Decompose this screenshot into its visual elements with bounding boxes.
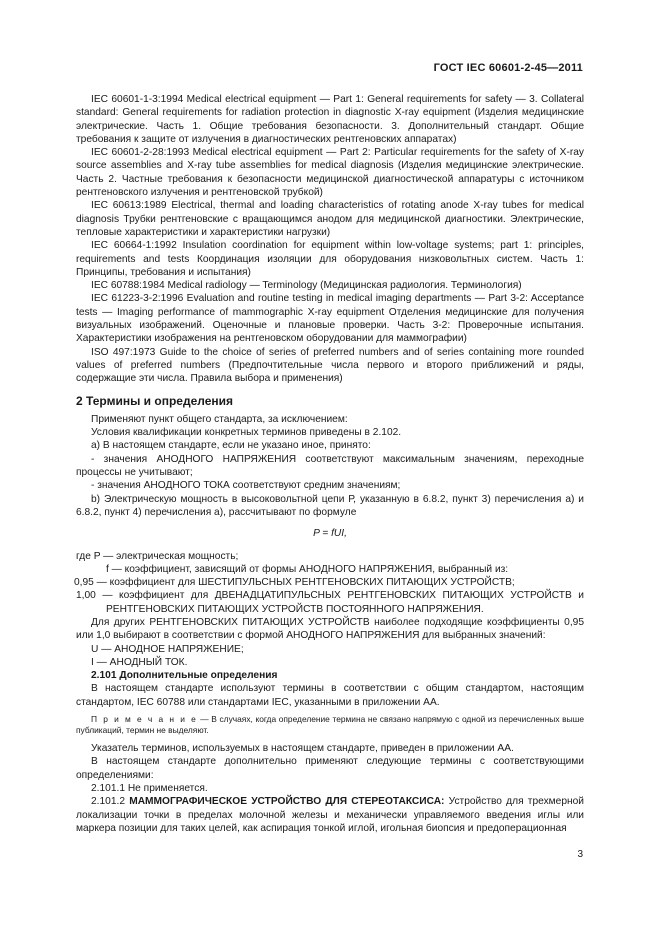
paragraph: 2.101.1 Не применяется. xyxy=(91,782,208,794)
paragraph: Указатель терминов, используемых в настоящем стандарте, приведен в приложении АА. xyxy=(91,743,514,755)
definition-number: 2.101.2 xyxy=(91,796,130,808)
paragraph: В настоящем стандарте дополнительно применяют следующие термины с соответствующими определениями: xyxy=(76,756,584,781)
page-body xyxy=(76,93,584,835)
paragraph: В настоящем стандарте используют термины в соответствии с общим стандартом, настоящим стандартом, IEC 60788 или стандартами IEC, указанными в приложении АА. xyxy=(76,683,584,708)
definition-term: МАММОГРАФИЧЕСКОЕ УСТРОЙСТВО ДЛЯ СТЕРЕОТАКСИСА: xyxy=(129,796,445,808)
reference-iec-60601-1-3: IEC 60601-1-3:1994 Medical electrical equipment — Part 1: General requirements for safety — 3. Collateral standard: General requirements for radiation protection in diagnostic X-ray equipment (Изделия медицинские электрические. Часть 1. Общие требования безопасности. 3. Дополнительный стандарт. Общие требования к защите от излучения в диагностических рентгеновских аппаратах) xyxy=(76,94,584,145)
definition-text: Устройство для трехмерной локализации точки в пределах молочной железы и механически управляемого введения иглы или маркера позиции для таких целей, как аспирация тонкой иглой, игольная биопсия и предоперационная xyxy=(76,796,584,834)
paragraph: b) Электрическую мощность в высоковольтной цепи Р, указанную в 6.8.2, пункт 3) перечисления а) и 6.8.2, пункт 4) перечисления а), рассчитывают по формуле xyxy=(76,493,584,518)
paragraph: Для других РЕНТГЕНОВСКИХ ПИТАЮЩИХ УСТРОЙСТВ наиболее подходящие коэффициенты 0,95 или 1,0 выбирают в соответствии с формой АНОДНОГО НАПРЯЖЕНИЯ для выбранных значений: xyxy=(76,616,584,642)
reference-iso-497: ISO 497:1973 Guide to the choice of series of preferred numbers and of series containing more rounded values of preferred numbers (Предпочтительные числа первого и второго приближений и ряды, содержащие эти числа. Правила выбора и применения) xyxy=(76,346,584,385)
note-label: П р и м е ч а н и е xyxy=(91,714,198,725)
list-item: - значения АНОДНОГО НАПРЯЖЕНИЯ соответствуют максимальным значениям, переходные процессы не учитывают; xyxy=(76,453,584,479)
paragraph: Применяют пункт общего стандарта, за исключением: xyxy=(91,413,348,425)
coefficient-item: 1,00 — коэффициент для ДВЕНАДЦАТИПУЛЬСНЫХ РЕНТГЕНОВСКИХ ПИТАЮЩИХ УСТРОЙСТВ и РЕНТГЕНОВСКИХ ПИТАЮЩИХ УСТРОЙСТВ ПОСТОЯННОГО НАПРЯЖЕНИЯ. xyxy=(76,590,584,615)
reference-iec-61223-3-2: IEC 61223-3-2:1996 Evaluation and routine testing in medical imaging departments — Part 3-2: Acceptance tests — Imaging performance of mammographic X-ray equipment Отделения медицинские для получения визуальных изображений. Оценочные и плановые проверки. Часть 3-2: Проверочные испытания. Характеристики изображения на рентгеновском оборудовании для маммографии) xyxy=(76,293,584,345)
formula-where: где P — электрическая мощность; xyxy=(76,550,239,562)
note xyxy=(76,714,584,736)
paragraph: а) В настоящем стандарте, если не указано иное, принято: xyxy=(91,440,371,452)
paragraph: Условия квалификации конкретных терминов приведены в 2.102. xyxy=(91,427,402,439)
reference-iec-60601-2-28: IEC 60601-2-28:1993 Medical electrical equipment — Part 2: Particular requirements for the safety of X-ray source assemblies and X-ray tube assemblies for medical diagnosis (Изделия медицинские электрические. Часть 2. Частные требования к безопасности медицинской диагностической аппаратуры с источником рентгеновского излучения и рентгеновской трубкой) xyxy=(76,147,584,199)
list-item: - значения АНОДНОГО ТОКА соответствуют средним значениям; xyxy=(91,480,401,492)
page-number: 3 xyxy=(577,849,583,860)
formula: P = fUI, xyxy=(313,528,347,540)
subsection-heading: 2.101 Дополнительные определения xyxy=(91,670,278,682)
coefficient-item: 0,95 — коэффициент для ШЕСТИПУЛЬСНЫХ РЕНТГЕНОВСКИХ ПИТАЮЩИХ УСТРОЙСТВ; xyxy=(74,577,515,589)
reference-iec-60664-1: IEC 60664-1:1992 Insulation coordination for equipment within low-voltage systems; part 1: principles, requirements and tests Координация изоляции для оборудования низковольтных систем. Часть 1: Принципы, требования и испытания) xyxy=(76,240,584,278)
formula-u-definition: U — АНОДНОЕ НАПРЯЖЕНИЕ; xyxy=(91,643,244,655)
formula-f-definition: f — коэффициент, зависящий от формы АНОДНОГО НАПРЯЖЕНИЯ, выбранный из: xyxy=(106,563,509,575)
definition-paragraph xyxy=(76,795,584,835)
note-text: — В случаях, когда определение термина не связано напрямую с одной из перечисленных выше публикаций, термин не выделяют. xyxy=(76,714,584,736)
reference-iec-60613: IEC 60613:1989 Electrical, thermal and loading characteristics of rotating anode X-ray tubes for medical diagnosis Трубки рентгеновские с вращающимся анодом для медицинской диагностики. Электрические, тепловые характеристики и характеристики нагрузки) xyxy=(76,200,584,238)
document-header: ГОСТ IEC 60601-2-45—2011 xyxy=(433,62,583,74)
formula-i-definition: I — АНОДНЫЙ ТОК. xyxy=(91,656,188,668)
reference-iec-60788: IEC 60788:1984 Medical radiology — Terminology (Медицинская радиология. Терминология) xyxy=(91,280,522,292)
section-heading: 2 Термины и определения xyxy=(76,393,234,408)
